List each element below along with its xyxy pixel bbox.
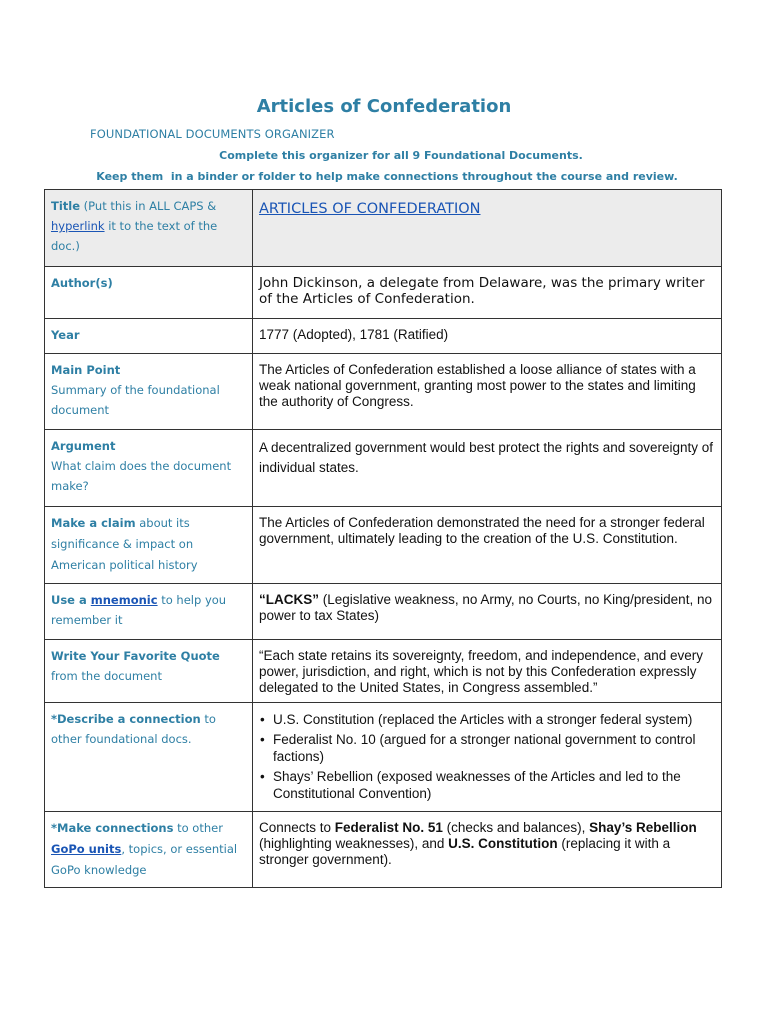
label-connections: *Make connections to other GoPo units, topics, or essential GoPo knowledge bbox=[45, 812, 253, 888]
connection-list bbox=[259, 711, 715, 802]
label-argument: Argument What claim does the document make? bbox=[45, 430, 253, 507]
label-title: Title (Put this in ALL CAPS & hyperlink it to the text of the doc.) bbox=[45, 190, 253, 267]
value-claim: The Articles of Confederation demonstrated the need for a stronger federal government, ultimately leading to the creation of the U.S. Constitution. bbox=[253, 507, 722, 584]
table-row-argument bbox=[45, 430, 722, 507]
list-item: • Shays’ Rebellion (exposed weaknesses of the Articles and led to the Constitutional Convention) bbox=[259, 768, 715, 802]
value-year: 1777 (Adopted), 1781 (Ratified) bbox=[253, 319, 722, 354]
label-mnemonic: Use a mnemonic to help you remember it bbox=[45, 584, 253, 640]
value-main-point: The Articles of Confederation established a loose alliance of states with a weak national government, granting most power to the states and limiting the authority of Congress. bbox=[253, 354, 722, 430]
value-argument: A decentralized government would best protect the rights and sovereignty of individual states. bbox=[253, 430, 722, 507]
table-row-title bbox=[45, 190, 722, 267]
mnemonic-link[interactable]: mnemonic bbox=[90, 593, 158, 607]
label-claim: Make a claim about its significance & impact on American political history bbox=[45, 507, 253, 584]
gopo-units-link[interactable]: GoPo units bbox=[51, 842, 122, 856]
label-quote: Write Your Favorite Quote from the document bbox=[45, 640, 253, 703]
instruction-line-2: Keep them in a binder or folder to help make connections throughout the course and review. bbox=[96, 170, 678, 183]
organizer-table bbox=[44, 189, 722, 888]
list-item: • Federalist No. 10 (argued for a stronger national government to control factions) bbox=[259, 731, 715, 765]
value-title bbox=[253, 190, 722, 267]
table-row-claim bbox=[45, 507, 722, 584]
value-connections: Connects to Federalist No. 51 (checks and balances), Shay’s Rebellion (highlighting weaknesses), and U.S. Constitution (replacing it with a stronger government). bbox=[253, 812, 722, 888]
table-row-year bbox=[45, 319, 722, 354]
table-row-quote bbox=[45, 640, 722, 703]
label-author: Author(s) bbox=[45, 267, 253, 319]
table-row-author bbox=[45, 267, 722, 319]
label-year: Year bbox=[45, 319, 253, 354]
value-mnemonic: “LACKS” (Legislative weakness, no Army, no Courts, no King/president, no power to tax States) bbox=[253, 584, 722, 640]
value-quote: “Each state retains its sovereignty, freedom, and independence, and every power, jurisdiction, and right, which is not by this Confederation expressly delegated to the United States, in Congress assembled.” bbox=[253, 640, 722, 703]
label-connection: *Describe a connection to other foundational docs. bbox=[45, 703, 253, 812]
value-author: John Dickinson, a delegate from Delaware, was the primary writer of the Articles of Confederation. bbox=[253, 267, 722, 319]
page-title: Articles of Confederation bbox=[256, 96, 512, 117]
value-connection bbox=[253, 703, 722, 812]
table-row-main-point bbox=[45, 354, 722, 430]
label-main-point: Main Point Summary of the foundational document bbox=[45, 354, 253, 430]
table-row-connections bbox=[45, 812, 722, 888]
table-row-mnemonic bbox=[45, 584, 722, 640]
table-row-connection bbox=[45, 703, 722, 812]
instruction-line-1: Complete this organizer for all 9 Foundational Documents. bbox=[219, 149, 583, 162]
hyperlink-link[interactable]: hyperlink bbox=[51, 219, 105, 233]
document-title-link[interactable]: ARTICLES OF CONFEDERATION bbox=[259, 201, 481, 217]
list-item: • U.S. Constitution (replaced the Articles with a stronger federal system) bbox=[259, 711, 715, 728]
organizer-subtitle: FOUNDATIONAL DOCUMENTS ORGANIZER bbox=[90, 127, 335, 141]
